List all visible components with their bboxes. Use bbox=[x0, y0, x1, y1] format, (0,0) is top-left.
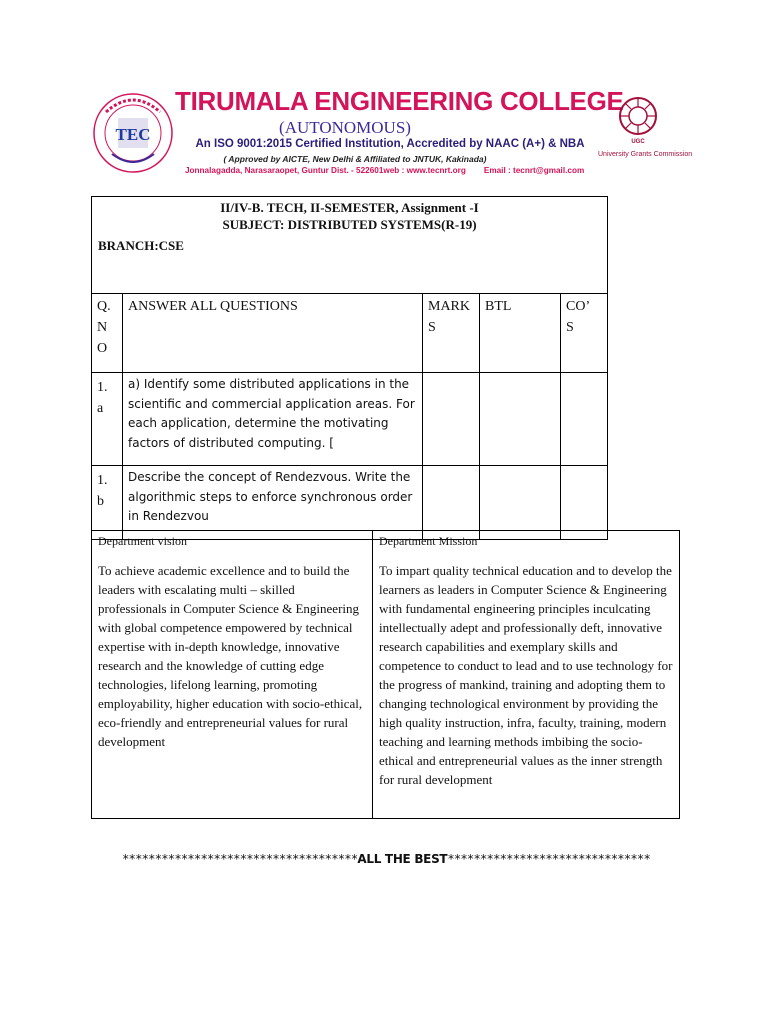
cos-cell bbox=[561, 373, 608, 466]
college-logo bbox=[92, 92, 174, 174]
header-btl: BTL bbox=[480, 294, 561, 373]
question-number: 1. b bbox=[92, 466, 123, 540]
mission-text: To impart quality technical education and to develop the learners as leaders in Computer Science & Engineering with fundamental engineering principles inculcating intellectually adept and professionally deft, innovative research capabilities and exemplary skills and competence to conduct to lead and to use technology for the progress of mankind, training and adopting them to changing technological environment by providing the high quality instruction, infra, faculty, training, modern teaching and learning methods imbibing the socio-ethical and entrepreneurial values as the inner strength for rural development bbox=[379, 563, 673, 787]
vision-text: To achieve academic excellence and to build the leaders with escalating multi – skilled professionals in Computer Science & Engineering with global competence empowered by technical expertise with in-depth knowledge, innovative research and the knowledge of cutting edge technologies, lifelong learning, promoting employability, higher education with socio-ethical, eco-friendly and entrepreneurial values for rural development bbox=[98, 563, 363, 749]
footer-banner bbox=[91, 852, 681, 866]
branch-label: BRANCH:CSE bbox=[98, 238, 184, 253]
question-table bbox=[91, 196, 608, 540]
marks-cell bbox=[423, 373, 480, 466]
logo-letters: TEC bbox=[115, 125, 151, 144]
autonomous-label: (AUTONOMOUS) bbox=[279, 118, 411, 137]
ugc-logo bbox=[598, 96, 693, 164]
ugc-emblem-icon bbox=[616, 96, 660, 146]
question-number: 1. a bbox=[92, 373, 123, 466]
footer-text: ALL THE BEST bbox=[357, 852, 448, 866]
footer-stars-right: ******************************* bbox=[447, 852, 650, 866]
assignment-title: II/IV-B. TECH, II-SEMESTER, Assignment -I bbox=[220, 200, 479, 215]
btl-cell bbox=[480, 466, 561, 540]
vision-cell bbox=[92, 531, 373, 819]
table-header-row bbox=[92, 294, 608, 373]
question-text: a) Identify some distributed applications in the scientific and commercial application areas. For each application, determine the motivating factors of distributed computing. [ bbox=[123, 373, 423, 466]
btl-cell bbox=[480, 373, 561, 466]
mission-label: Department Mission bbox=[379, 534, 478, 548]
header-qno: Q. N O bbox=[92, 294, 123, 373]
address-line bbox=[185, 166, 585, 175]
address-text: Jonnalagadda, Narasaraopet, Guntur Dist. - 522601web : www.tecnrt.org bbox=[185, 166, 466, 175]
table-row bbox=[92, 373, 608, 466]
accreditation-line: An ISO 9001:2015 Certified Institution, Accredited by NAAC (A+) & NBA bbox=[195, 138, 585, 150]
vision-label: Department vision bbox=[98, 534, 187, 548]
vision-mission-table bbox=[91, 530, 680, 819]
assignment-title-cell bbox=[92, 197, 608, 294]
ugc-label: University Grants Commission bbox=[598, 151, 693, 158]
college-name: TIRUMALA ENGINEERING COLLEGE bbox=[175, 86, 624, 116]
ugc-text: UGC bbox=[631, 139, 645, 145]
header-question: ANSWER ALL QUESTIONS bbox=[123, 294, 423, 373]
question-text: Describe the concept of Rendezvous. Write the algorithmic steps to enforce synchronous order in Rendezvou bbox=[123, 466, 423, 540]
header-marks: MARK S bbox=[423, 294, 480, 373]
subject-title: SUBJECT: DISTRIBUTED SYSTEMS(R-19) bbox=[222, 217, 477, 232]
marks-cell bbox=[423, 466, 480, 540]
table-row bbox=[92, 466, 608, 540]
mission-cell bbox=[373, 531, 680, 819]
header-cos: CO’ S bbox=[561, 294, 608, 373]
footer-stars-left: ************************************ bbox=[122, 852, 358, 866]
approval-line: ( Approved by AICTE, New Delhi & Affiliated to JNTUK, Kakinada) bbox=[223, 154, 487, 164]
cos-cell bbox=[561, 466, 608, 540]
email-text: Email : tecnrt@gmail.com bbox=[483, 166, 585, 175]
